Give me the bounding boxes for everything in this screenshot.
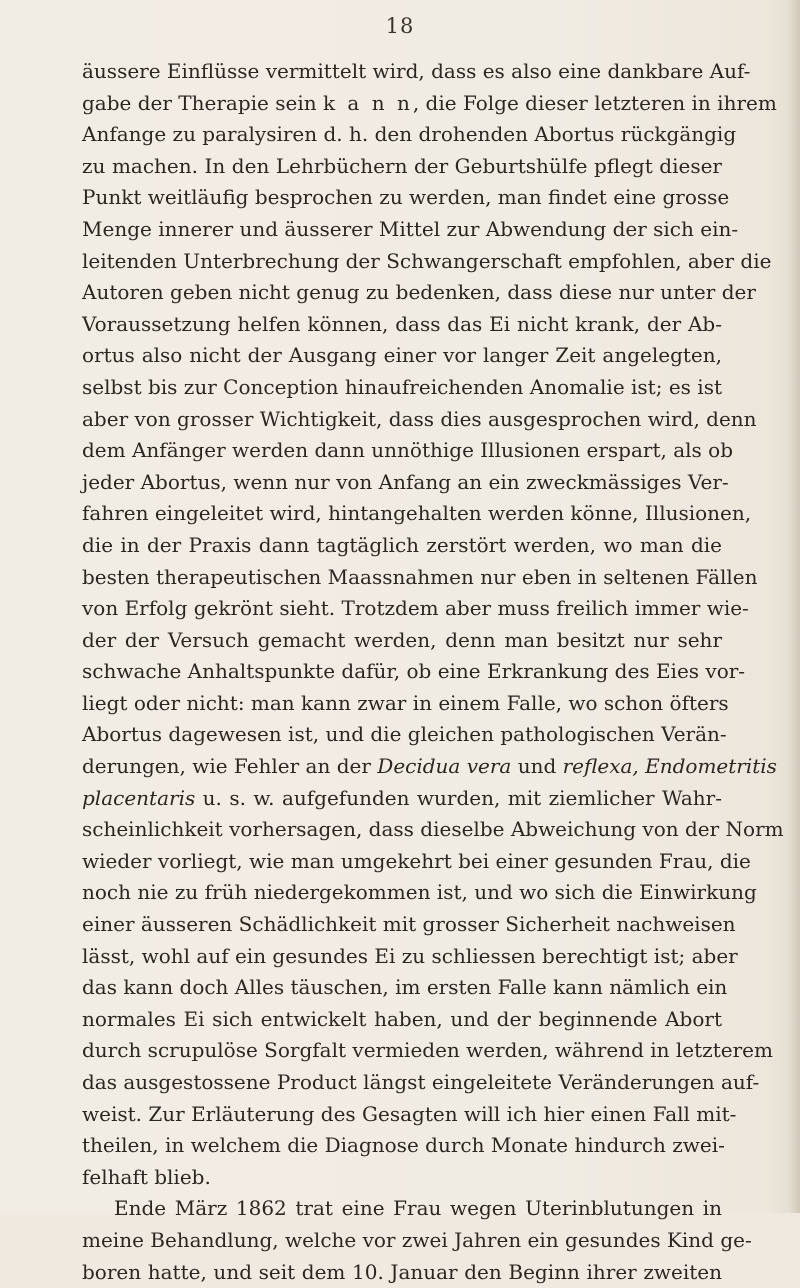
italic-term: Decidua vera (377, 754, 512, 779)
text-run: u. s. w. aufgefunden wurden, mit ziemlicher Wahr- (195, 785, 722, 810)
page-number: 18 (385, 14, 415, 38)
text-line: einer äusseren Schädlichkeit mit grosser Sicherheit nachweisen (82, 912, 736, 937)
text-line: liegt oder nicht: man kann zwar in einem Falle, wo schon öfters (82, 690, 729, 715)
text-run: , die Folge dieser letzteren in ihrem (412, 90, 777, 115)
paragraph-end-line: felhaft blieb. (82, 1164, 211, 1189)
text-line: das ausgestossene Product längst eingeleitete Veränderungen auf- (82, 1070, 760, 1094)
text-line: Punkt weitläufig besprochen zu werden, man findet eine grosse (82, 185, 730, 210)
text-line: weist. Zur Erläuterung des Gesagten will ich hier einen Fall mit- (82, 1101, 737, 1126)
text-line: lässt, wohl auf ein gesundes Ei zu schliessen berechtigt ist; aber (82, 943, 738, 968)
text-line: der der Versuch gemacht werden, denn man besitzt nur sehr (82, 627, 722, 652)
text-line: Autoren geben nicht genug zu bedenken, dass diese nur unter der (82, 280, 756, 305)
text-line: theilen, in welchem die Diagnose durch Monate hindurch zwei- (82, 1133, 725, 1158)
text-line: die in der Praxis dann tagtäglich zerstört werden, wo man die (82, 532, 722, 557)
text-line: Abortus dagewesen ist, und die gleichen pathologischen Verän- (82, 722, 727, 747)
text-line: fahren eingeleitet wird, hintangehalten werden könne, Illusionen, (82, 501, 752, 526)
text-run: derungen, wie Fehler an der (82, 754, 378, 779)
text-line: normales Ei sich entwickelt haben, und der beginnende Abort (82, 1006, 722, 1031)
text-line-with-emphasis (82, 88, 777, 120)
text-line: von Erfolg gekrönt sieht. Trotzdem aber muss freilich immer wie- (82, 596, 749, 621)
text-line: durch scrupulöse Sorgfalt vermieden werden, während in letzterem (82, 1038, 773, 1063)
text-line-with-italics (82, 783, 722, 815)
paragraph-start-line: Ende März 1862 trat eine Frau wegen Uterinblutungen in (114, 1196, 722, 1221)
italic-term: reflexa, Endometritis (562, 754, 777, 779)
text-line: wieder vorliegt, wie man umgekehrt bei einer gesunden Frau, die (82, 848, 751, 873)
body-text (82, 56, 784, 1288)
text-line: äussere Einflüsse vermittelt wird, dass es also eine dankbare Auf- (82, 59, 751, 83)
text-line: schwache Anhaltspunkte dafür, ob eine Erkrankung des Eies vor- (82, 659, 746, 684)
text-line: scheinlichkeit vorhersagen, dass dieselbe Abweichung von der Norm (82, 817, 784, 842)
page-edge-shadow (788, 0, 800, 1213)
text-line: das kann doch Alles täuschen, im ersten Falle kann nämlich ein (82, 975, 728, 1000)
text-line: Menge innerer und äusserer Mittel zur Abwendung der sich ein- (82, 216, 739, 241)
text-line: boren hatte, und seit dem 10. Januar den Beginn ihrer zweiten (82, 1259, 722, 1284)
text-line: selbst bis zur Conception hinaufreichenden Anomalie ist; es ist (82, 374, 722, 399)
text-line: ortus also nicht der Ausgang einer vor langer Zeit angelegten, (82, 343, 722, 368)
text-line: aber von grosser Wichtigkeit, dass dies ausgesprochen wird, denn (82, 406, 757, 431)
text-line: zu machen. In den Lehrbüchern der Geburtshülfe pflegt dieser (82, 153, 722, 178)
text-line: leitenden Unterbrechung der Schwangerschaft empfohlen, aber die (82, 248, 772, 273)
text-line: meine Behandlung, welche vor zwei Jahren ein gesundes Kind ge- (82, 1227, 752, 1252)
text-line-with-italics (82, 751, 777, 783)
text-line: jeder Abortus, wenn nur von Anfang an ein zweckmässiges Ver- (82, 469, 729, 494)
text-line: Voraussetzung helfen können, dass das Ei nicht krank, der Ab- (82, 311, 722, 336)
text-line: dem Anfänger werden dann unnöthige Illusionen erspart, als ob (82, 438, 733, 463)
text-line: besten therapeutischen Maassnahmen nur eben in seltenen Fällen (82, 564, 758, 589)
text-run: gabe der Therapie sein (82, 90, 323, 115)
text-line: noch nie zu früh niedergekommen ist, und wo sich die Einwirkung (82, 880, 757, 905)
text-line: Anfange zu paralysiren d. h. den drohenden Abortus rückgängig (82, 122, 737, 147)
text-run: und (511, 754, 563, 779)
spaced-emphasis: k a n n (322, 90, 413, 115)
italic-term: placentaris (82, 785, 196, 810)
